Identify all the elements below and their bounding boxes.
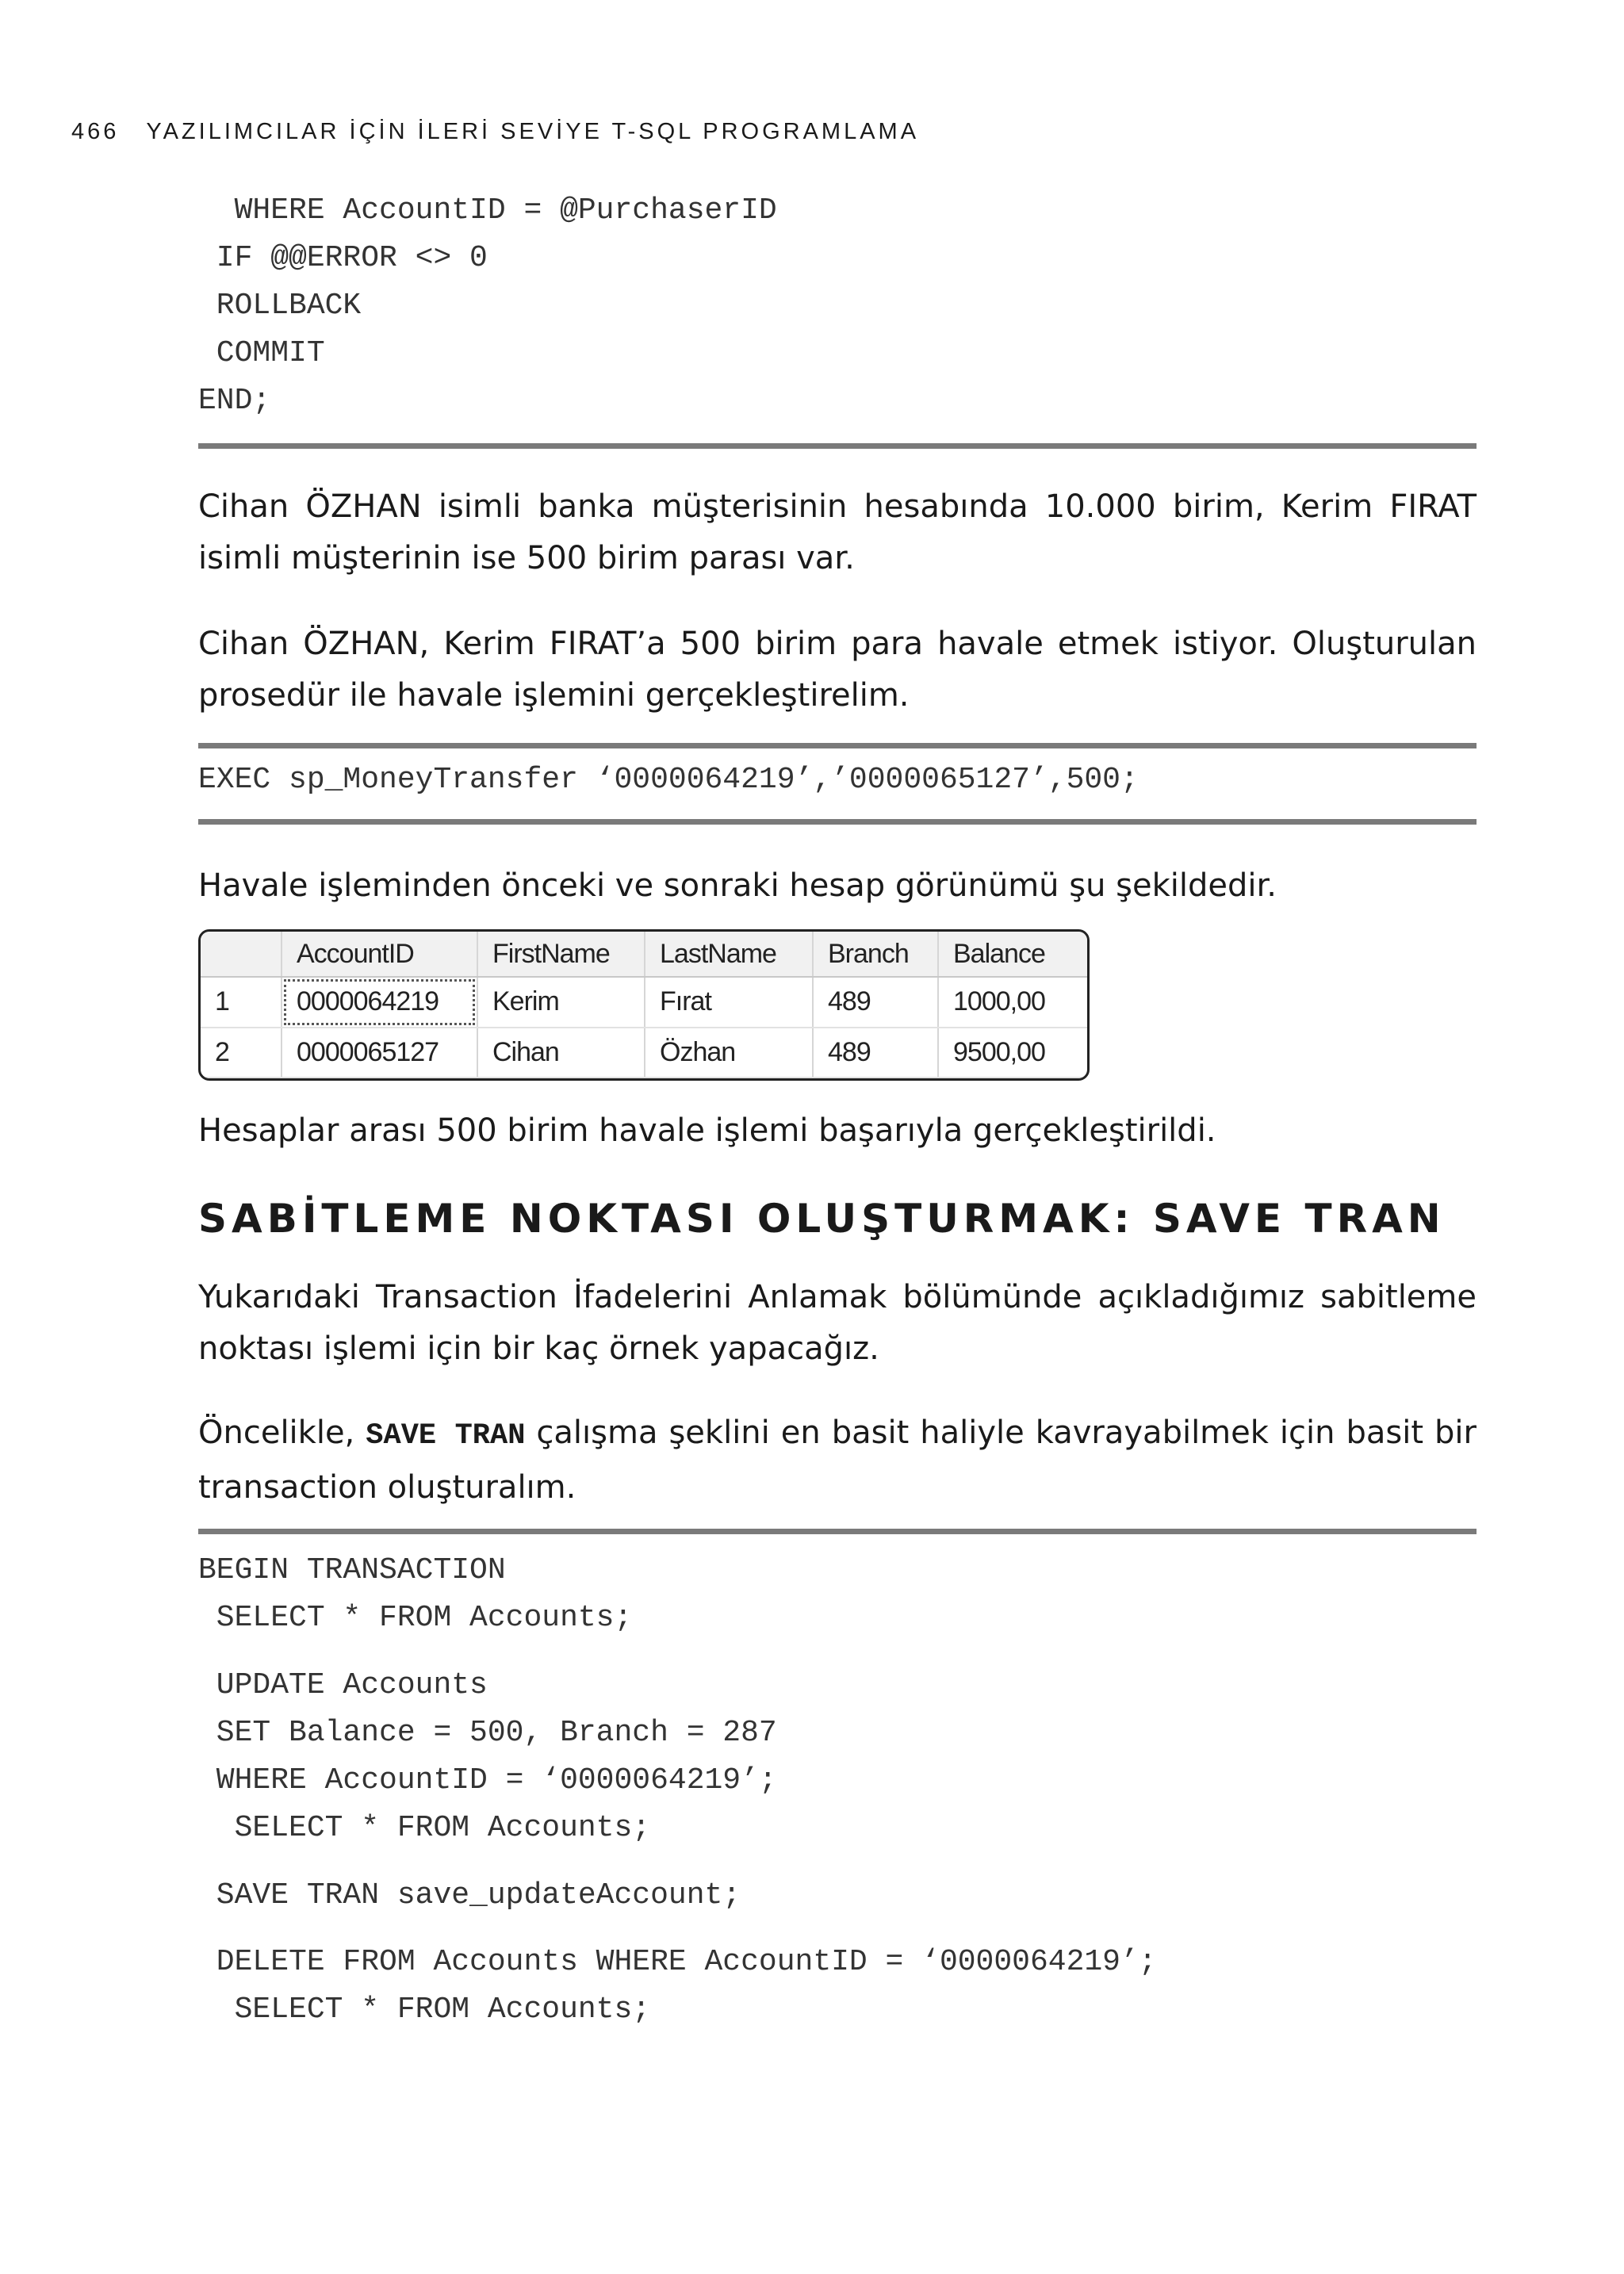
running-header <box>71 119 919 145</box>
grid-column-header: Balance <box>938 932 1087 977</box>
code-line: ROLLBACK <box>198 289 362 323</box>
paragraph-text: çalışma şeklini en basit haliyle kavrayabilmek için basit bir transaction oluşturalım. <box>198 1415 1477 1506</box>
paragraph: Havale işleminden önceki ve sonraki hesap görünümü şu şekildedir. <box>198 867 1277 904</box>
code-line: SET Balance = 500, Branch = 287 <box>198 1716 777 1750</box>
grid-cell: 2 <box>201 1028 282 1078</box>
grid-cell: Özhan <box>645 1028 813 1078</box>
divider-rule <box>198 1529 1477 1534</box>
grid-column-header: Branch <box>813 932 938 977</box>
divider-rule <box>198 819 1477 825</box>
code-line: SELECT * FROM Accounts; <box>198 1601 633 1635</box>
page-number: 466 <box>71 119 120 144</box>
grid-cell: 1000,00 <box>938 977 1087 1027</box>
grid-cell: Kerim <box>477 977 645 1027</box>
grid-cell: 489 <box>813 1028 938 1078</box>
code-line: SELECT * FROM Accounts; <box>198 1811 651 1845</box>
code-line: WHERE AccountID = @PurchaserID <box>198 193 777 228</box>
grid-column-header: FirstName <box>477 932 645 977</box>
paragraph-text: Öncelikle, <box>198 1415 366 1451</box>
code-line: DELETE FROM Accounts WHERE AccountID = ‘0000064219’; <box>198 1945 1157 1979</box>
code-line: UPDATE Accounts <box>198 1668 488 1702</box>
inline-code-keyword: SAVE TRAN <box>366 1419 526 1453</box>
grid-cell: 0000064219 <box>282 977 477 1027</box>
code-line: IF @@ERROR <> 0 <box>198 241 488 275</box>
paragraph: Cihan ÖZHAN isimli banka müşterisinin hesabında 10.000 birim, Kerim FIRAT isimli müşterinin ise 500 birim parası var. <box>198 488 1477 576</box>
paragraph: Cihan ÖZHAN, Kerim FIRAT’a 500 birim para havale etmek istiyor. Oluşturulan prosedür ile havale işlemini gerçekleştirelim. <box>198 626 1477 714</box>
exec-statement: EXEC sp_MoneyTransfer ‘0000064219’,’0000065127’,500; <box>198 763 1139 797</box>
grid-cell: Cihan <box>477 1028 645 1078</box>
divider-rule <box>198 743 1477 748</box>
grid-cell: 9500,00 <box>938 1028 1087 1078</box>
paragraph: Yukarıdaki Transaction İfadelerini Anlamak bölümünde açıkladığımız sabitleme noktası işlemi için bir kaç örnek yapacağız. <box>198 1279 1477 1367</box>
paragraph: Hesaplar arası 500 birim havale işlemi başarıyla gerçekleştirildi. <box>198 1112 1216 1149</box>
grid-column-header: AccountID <box>282 932 477 977</box>
code-line: END; <box>198 384 271 418</box>
grid-cell: 489 <box>813 977 938 1027</box>
section-heading: SABİTLEME NOKTASI OLUŞTURMAK: SAVE TRAN <box>198 1196 1446 1242</box>
divider-rule <box>198 443 1477 449</box>
code-line: SAVE TRAN save_updateAccount; <box>198 1878 741 1912</box>
grid-column-header: LastName <box>645 932 813 977</box>
results-grid <box>198 929 1090 1081</box>
table-row <box>201 977 1087 1027</box>
code-line: COMMIT <box>198 336 325 370</box>
book-title: YAZILIMCILAR İÇİN İLERİ SEVİYE T-SQL PROGRAMLAMA <box>146 119 920 144</box>
grid-column-header <box>201 932 282 977</box>
code-line: WHERE AccountID = ‘0000064219’; <box>198 1763 777 1797</box>
grid-cell: 1 <box>201 977 282 1027</box>
code-line: SELECT * FROM Accounts; <box>198 1993 651 2027</box>
paragraph <box>198 1407 1477 1514</box>
grid-cell: 0000065127 <box>282 1028 477 1078</box>
grid-header-row <box>201 932 1087 977</box>
table-row <box>201 1028 1087 1078</box>
grid-cell: Fırat <box>645 977 813 1027</box>
code-line: BEGIN TRANSACTION <box>198 1553 506 1587</box>
